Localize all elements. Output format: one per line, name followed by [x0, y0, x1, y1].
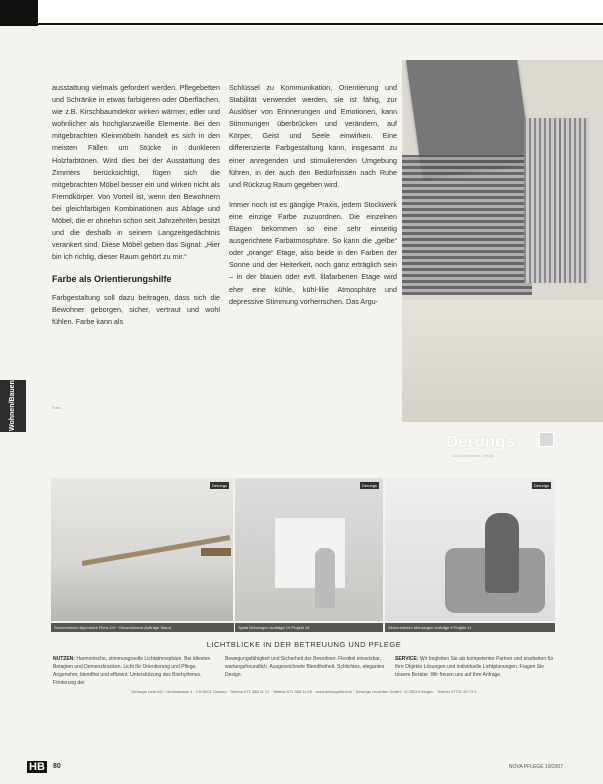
woven-swatch — [402, 155, 532, 295]
shelf-light — [201, 548, 231, 556]
article-paragraph: Immer noch ist es gängige Praxis, jedem Stockwerk eine einzige Farbe zuzuordnen. Die einzelnen Etagen bekommen so eine sehr einseitig ausgerichtete Farbatmosphäre. So kann die „gelbe“ oder „orange“ Etage, also beide in den Farben der Sonne und der Heiterkeit, noch ganz erträglich sein – in der blauen oder evtl. lilafarbenen Etage wird eher eine kühle, kühl-lilie Atmosphäre und depressive Stimmung vorherrschen. Das Argu- — [229, 199, 397, 306]
article-column-1 — [52, 82, 220, 336]
photo-tag: Derungs — [211, 483, 227, 488]
publisher-logo: HB — [29, 761, 45, 773]
page-number: 80 — [53, 763, 61, 770]
ad-headline: LICHTBLICKE IN DER BETREUUNG UND PFLEGE — [206, 640, 402, 649]
header-block — [0, 0, 38, 26]
photo-tag: Derungs — [533, 483, 549, 488]
section-side-tab: Wohnen/Bauen — [0, 380, 26, 432]
wood-surface — [402, 300, 603, 422]
magazine-issue: NOVA PFLEGE 10/2007 — [508, 764, 563, 770]
ad-column-service — [395, 655, 555, 679]
header-rule — [38, 23, 603, 25]
seated-resident — [485, 513, 519, 593]
ad-column-features — [225, 655, 385, 679]
ad-column-text: Bewegungsfähigkeit und Sicherheit der Bewohner. Flexibel einsetzbar, wartungsfreundlich. Ausgezeichnete Blendfreiheit. Schlichtes, elegantes Design. — [225, 656, 385, 678]
article-paragraph: Farbgestaltung soll dazu beitragen, dass sich die Bewohner geborgen, sicher, vertraut und wohl fühlen. Farbe kann als — [52, 292, 220, 326]
photo-caption: Seniorenheim Alpenblick Flims CH · Gesamtinvest Aufträge Stand — [51, 623, 234, 632]
ad-column-text: Harmonische, stimmungsvolle Lichtatmosphäre. Bei ältesten Betagten und Demenzkranken. Licht für Orientierung und Pflege. Angenehm, blendfrei und effizient. Unterstützung des Biorhythmus. Förderung der — [53, 656, 211, 686]
brand-logo: Derungs — [446, 432, 515, 451]
photo-tag: Derungs — [361, 483, 377, 488]
striped-swatch — [524, 118, 589, 283]
photo-credit: Foto: ... — [52, 405, 66, 410]
article-paragraph: ausstattung vielmals gefordert werden. Pflegebetten und Schränke in etwas farbigeren oder Oberflächen, wie z.B. Kirschbaumdekor wirken wärmer, edler und wohnlicher als hochglanzweiße Elemente. Bei den mitgebrachten Kleinmöbeln handelt es sich in den meisten Fällen um Stücke in dunkleren Holzfarbtönen. Wird dies bei der Ausstattung des Zimmers berücksichtigt, fügen sich die mitgebrachten Möbel besser ein und wirken nicht als Fremdkörper. Von Vorteil ist, wenn den Bewohnern bei gleichfarbigen Kombinationen aus Ablage und Möbel, die er ohnehin schon seit Jahrzehnten besitzt und die deshalb in seinem Langzeitgedächtnis verankert sind. Diese Möbel geben das Signal: „Hier bin ich richtig, dieser Raum gehört zu mir.“ — [52, 83, 220, 262]
article-paragraph: Schlüssel zu Kommunikation, Orientierung und Stabilität verwendet werden, sie ist fähig, zur Auslöser von Erinnerungen und Emotionen, kann Stimmungen überbrücken und verändern, auf Körper, Geist und Seele einwirken. Eine differenzierte Farbgestaltung kann, insgesamt zu einer anregenden und stimulierenden Umgebung führen, in der auch den Bedürfnissen nach Ruhe und Rückzug Raum gegeben wird. — [229, 83, 397, 189]
page-header-bar — [0, 0, 603, 26]
walking-person — [315, 548, 335, 608]
ad-photo-hallway — [235, 478, 383, 621]
photo-caption: Seniorenheim Münsingen Aufträge 9 Projekt 11 — [385, 623, 555, 632]
brand-logo-mark-icon — [539, 432, 554, 447]
ad-column-benefits — [53, 655, 213, 687]
ad-column-heading: NUTZEN: — [53, 656, 75, 662]
article-column-2 — [229, 82, 397, 316]
ad-contact-line: Derungs Licht AG · Huebstrasse 4 · CH-9201 Gossau · Telefon 071 388 11 22 · Telefax 071 388 11 00 · www.derungslicht.ch · Derungs Leuchten GmbH · D-78224 Singen · Telefon 07731 95 73 0 — [131, 689, 477, 694]
section-heading: Farbe als Orientierungshilfe — [52, 274, 172, 285]
fabric-sample-photo — [402, 60, 603, 422]
ad-photo-corridor-rail — [51, 478, 233, 621]
ad-column-text: Wir begleiten Sie als kompetenter Partner und erarbeiten für Ihre Objekte Lösungen und individuelle Lichtplanungen. Fragen Sie unsere Berater. Wir freuen uns auf Ihre Anfrage. — [395, 656, 554, 678]
ad-photo-resident-room — [385, 478, 555, 621]
ad-column-heading: SERVICE: — [395, 656, 419, 662]
photo-caption: Spital Münsingen Aufträge 10 Projekt 18 — [235, 623, 383, 632]
brand-tagline: Licht Architektur Design — [452, 453, 495, 458]
